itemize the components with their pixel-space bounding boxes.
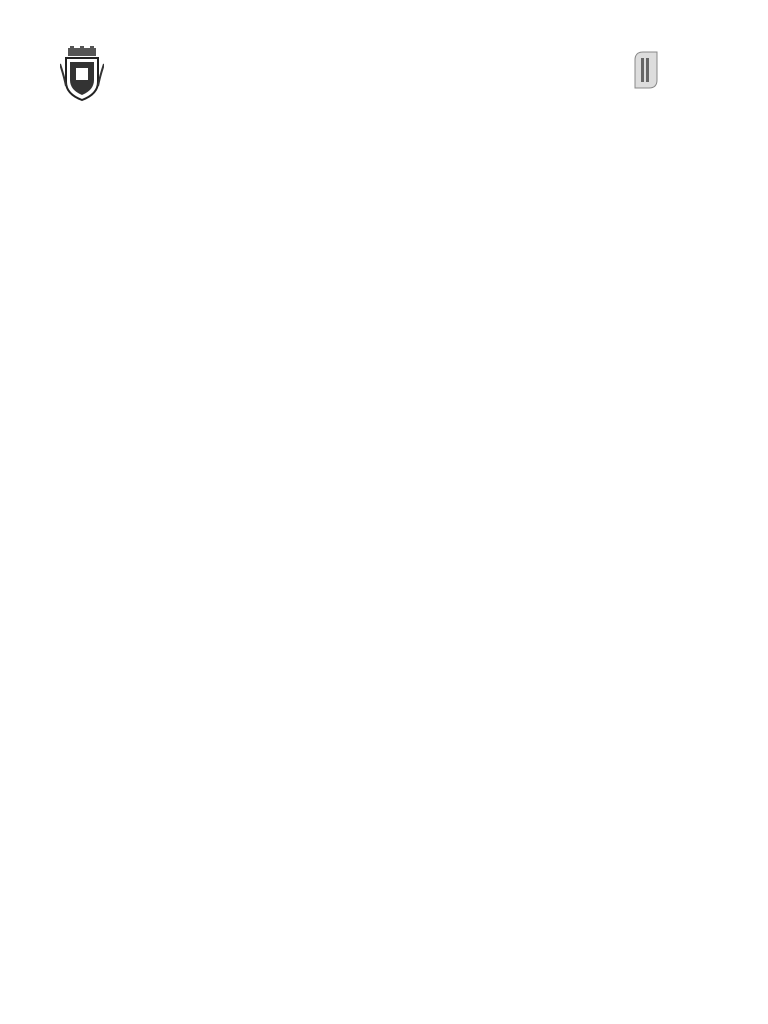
report-meta	[146, 90, 259, 100]
document-legend	[46, 166, 62, 175]
ippu-logo	[633, 50, 723, 108]
city-crest-logo	[60, 46, 104, 102]
